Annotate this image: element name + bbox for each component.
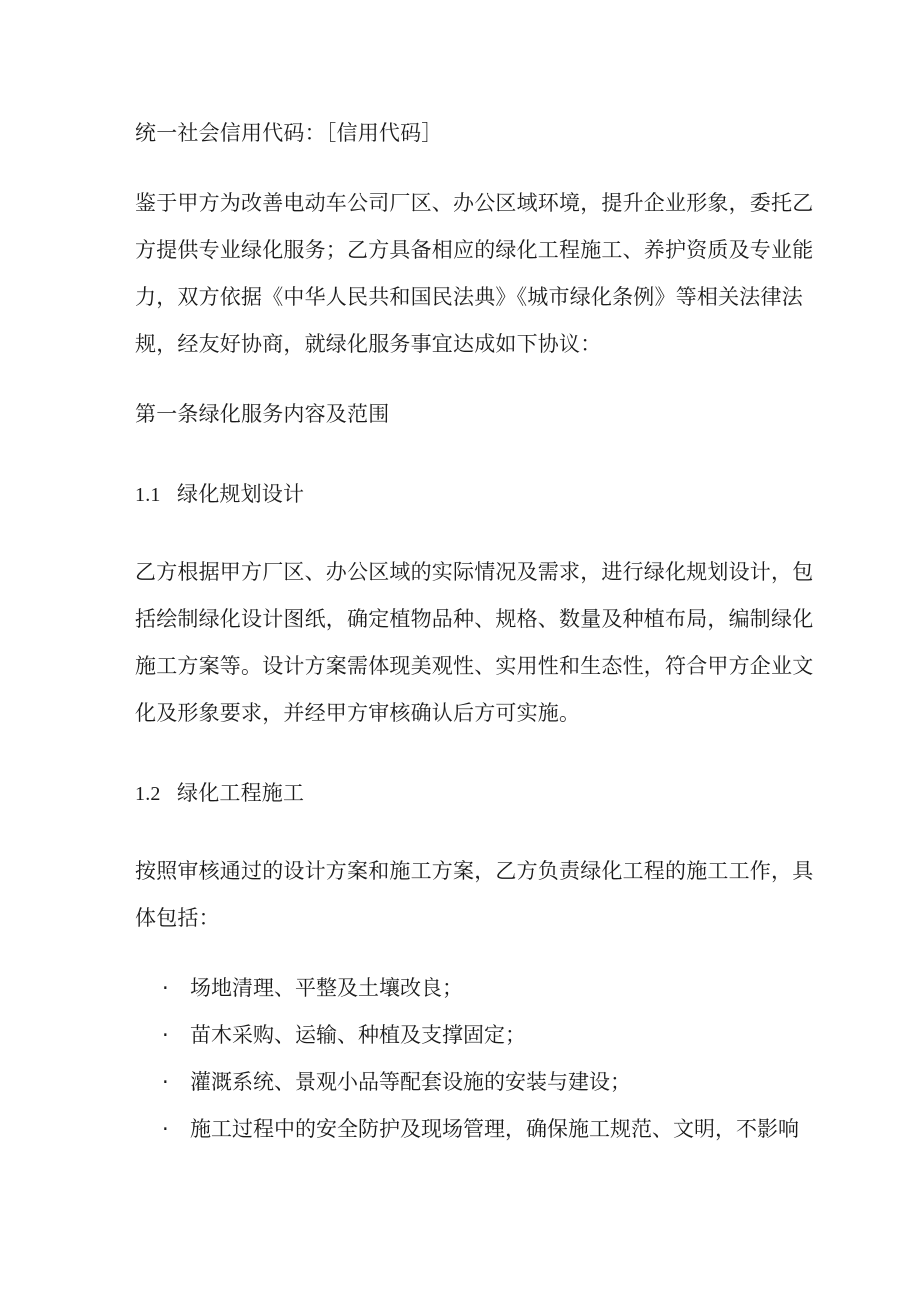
section-number: 1.1 xyxy=(135,484,161,506)
section-heading-1-1 xyxy=(135,480,304,509)
section-title: 绿化规划设计 xyxy=(177,482,305,506)
list-item-text: 场地清理、平整及土壤改良； xyxy=(190,976,463,1000)
preamble-line: 方提供专业绿化服务；乙方具备相应的绿化工程施工、养护资质及专业能 xyxy=(135,238,814,262)
section-number: 1.2 xyxy=(135,783,161,805)
body-line: 乙方根据甲方厂区、办公区域的实际情况及需求，进行绿化规划设计，包 xyxy=(135,560,814,584)
list-item xyxy=(162,1021,526,1049)
list-item-text: 苗木采购、运输、种植及支撑固定； xyxy=(190,1023,526,1047)
bullet-symbol: · xyxy=(162,1070,169,1094)
section-heading-1-2 xyxy=(135,779,304,808)
preamble-line: 力，双方依据《中华人民共和国民法典》《城市绿化条例》等相关法律法 xyxy=(135,285,803,309)
list-item-text: 施工过程中的安全防护及现场管理，确保施工规范、文明，不影响 xyxy=(190,1117,799,1141)
body-line: 化及形象要求，并经甲方审核确认后方可实施。 xyxy=(135,701,581,725)
list-item xyxy=(162,974,463,1002)
article-title: 第一条绿化服务内容及范围 xyxy=(135,402,390,426)
preamble-line: 规，经友好协商，就绿化服务事宜达成如下协议： xyxy=(135,332,602,356)
bullet-symbol: · xyxy=(162,1117,169,1141)
bullet-symbol: · xyxy=(162,1023,169,1047)
body-line: 体包括： xyxy=(135,906,220,930)
section-title: 绿化工程施工 xyxy=(177,781,305,805)
list-item-text: 灌溉系统、景观小品等配套设施的安装与建设； xyxy=(190,1070,631,1094)
body-line: 按照审核通过的设计方案和施工方案，乙方负责绿化工程的施工工作，具 xyxy=(135,859,814,883)
preamble-line: 鉴于甲方为改善电动车公司厂区、办公区域环境，提升企业形象，委托乙 xyxy=(135,191,814,215)
body-line: 施工方案等。设计方案需体现美观性、实用性和生态性，符合甲方企业文 xyxy=(135,654,814,678)
list-item xyxy=(162,1115,799,1143)
bullet-symbol: · xyxy=(162,976,169,1000)
credit-code-line: 统一社会信用代码：［信用代码］ xyxy=(135,121,443,145)
list-item xyxy=(162,1068,631,1096)
body-line: 括绘制绿化设计图纸，确定植物品种、规格、数量及种植布局，编制绿化 xyxy=(135,607,814,631)
